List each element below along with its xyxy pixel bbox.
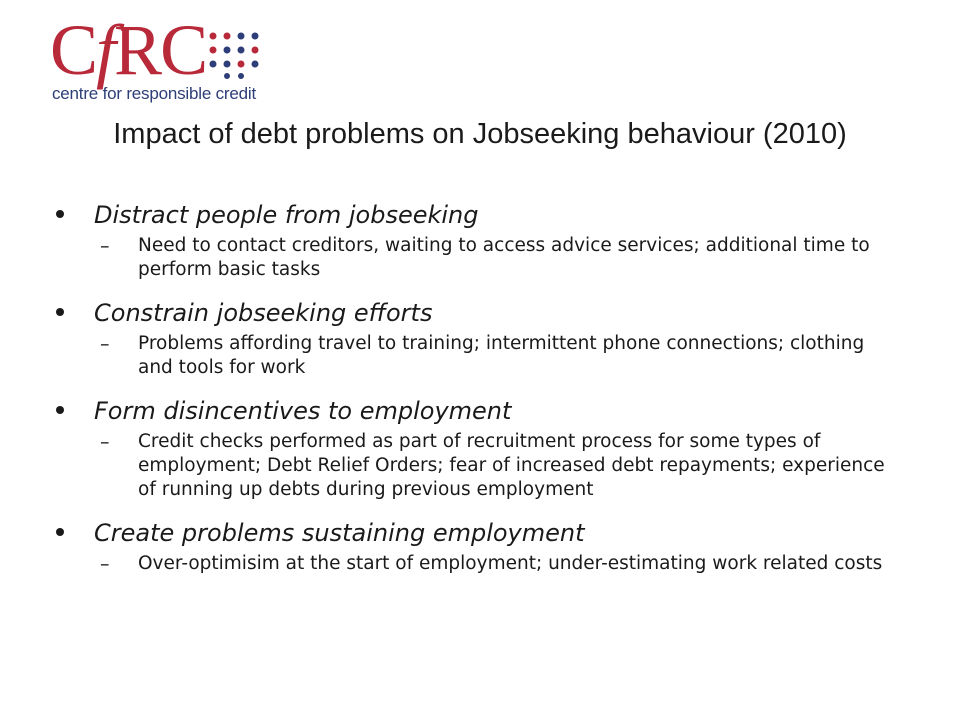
bullet-heading: Distract people from jobseeking [94, 201, 479, 229]
bullet-heading-row [56, 392, 916, 430]
dash-icon: – [100, 431, 110, 453]
bullet-dot-icon [56, 308, 64, 316]
bullet-point [56, 294, 916, 380]
sub-bullet-row [56, 430, 916, 502]
bullet-point [56, 392, 916, 502]
bullet-heading-row [56, 294, 916, 332]
logo-letters-rc: RC [114, 10, 207, 90]
bullet-dot-icon [56, 210, 64, 218]
sub-bullet-text: Over-optimisim at the start of employment; under-estimating work related costs [138, 553, 883, 574]
bullet-heading-row [56, 514, 916, 552]
bullet-dot-icon [56, 406, 64, 414]
bullet-heading: Form disincentives to employment [94, 397, 512, 425]
bullet-heading-row [56, 196, 916, 234]
sub-bullet-row [56, 332, 916, 380]
bullet-heading: Create problems sustaining employment [94, 519, 585, 547]
bullet-point [56, 196, 916, 282]
sub-bullet-text: Problems affording travel to training; intermittent phone connections; clothing and tools for work [138, 333, 865, 378]
dash-icon: – [100, 553, 110, 575]
sub-bullet-text: Credit checks performed as part of recruitment process for some types of employment; Debt Relief Orders; fear of increased debt repayments; experience of running up debts during previous employment [138, 431, 885, 500]
logo-dot-grid-icon [205, 28, 265, 80]
bullet-point [56, 514, 916, 576]
logo-letter-f: f [96, 10, 115, 90]
slide-title: Impact of debt problems on Jobseeking behaviour (2010) [113, 118, 847, 150]
cfrc-logo [50, 10, 265, 106]
dash-icon: – [100, 235, 110, 257]
logo-letter-c: C [50, 10, 97, 90]
sub-bullet-row [56, 552, 916, 576]
dash-icon: – [100, 333, 110, 355]
sub-bullet-row [56, 234, 916, 282]
bullet-dot-icon [56, 528, 64, 536]
bullet-list [56, 196, 916, 588]
sub-bullet-text: Need to contact creditors, waiting to access advice services; additional time to perform basic tasks [138, 235, 870, 280]
bullet-heading: Constrain jobseeking efforts [94, 299, 433, 327]
logo-wordmark [50, 10, 207, 90]
logo-tagline: centre for responsible credit [52, 84, 256, 103]
